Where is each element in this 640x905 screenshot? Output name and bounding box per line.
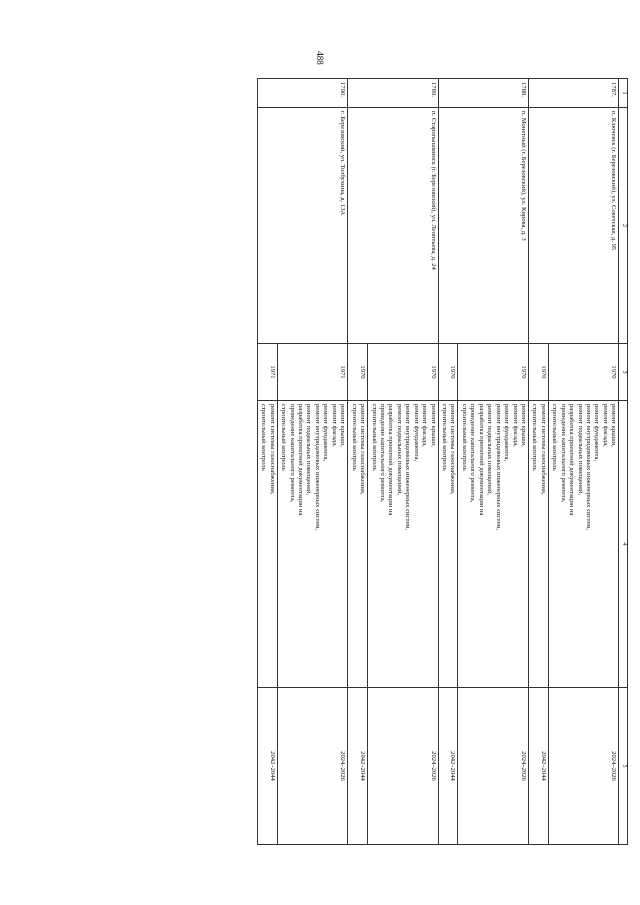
work-item: ремонт фундамента, xyxy=(322,404,330,462)
header-cell: 5 xyxy=(619,688,628,845)
work-item: ремонт системы газоснабжения, xyxy=(359,404,367,495)
header-cell: 4 xyxy=(619,401,628,688)
row-number-cell: 1790. xyxy=(257,79,347,108)
works-cell xyxy=(528,401,548,688)
works-cell xyxy=(438,401,458,688)
work-item: ремонт системы газоснабжения, xyxy=(449,404,457,495)
work-item: разработка проектной документации на xyxy=(568,404,576,516)
work-item: ремонт крыши, xyxy=(519,404,527,447)
work-item: ремонт фундамента, xyxy=(503,404,511,462)
period-cell: 2024–2026 xyxy=(458,688,529,845)
work-item: ремонт фасада, xyxy=(511,404,519,447)
period-cell: 2042–2044 xyxy=(528,688,548,845)
header-cell: 1 xyxy=(619,79,628,108)
work-item: ремонт фундамента, xyxy=(412,404,420,462)
work-item: ремонт внутридомовых инженерных систем, xyxy=(404,404,412,531)
row-number-cell: 1789. xyxy=(348,79,438,108)
table-row xyxy=(548,79,619,845)
work-item: разработка проектной документации на xyxy=(387,404,395,516)
works-cell xyxy=(257,401,277,688)
work-item: ремонт фундамента, xyxy=(593,404,601,462)
header-cell: 3 xyxy=(619,344,628,401)
period-cell: 2042–2044 xyxy=(438,688,458,845)
rotated-table-container xyxy=(84,78,628,844)
period-cell: 2024–2026 xyxy=(368,688,439,845)
work-item: ремонт подвальных помещений, xyxy=(486,404,494,495)
work-item: ремонт системы газоснабжения, xyxy=(268,404,276,495)
work-item: ремонт подвальных помещений, xyxy=(305,404,313,495)
work-item: разработка проектной документации на xyxy=(297,404,305,516)
work-item: проведение капитального ремонта, xyxy=(378,404,386,503)
year-cell: 1970 xyxy=(438,344,458,401)
works-cell xyxy=(458,401,529,688)
work-item: строительный контроль xyxy=(280,404,288,471)
work-item: ремонт крыши, xyxy=(339,404,347,447)
work-item: ремонт системы газоснабжения, xyxy=(539,404,547,495)
work-item: строительный контроль xyxy=(441,404,449,471)
work-item: строительный контроль xyxy=(460,404,468,471)
work-item: ремонт внутридомовых инженерных систем, xyxy=(585,404,593,531)
work-item: ремонт фасада, xyxy=(330,404,338,447)
table-body xyxy=(257,79,619,845)
works-cell xyxy=(368,401,439,688)
year-cell: 1970 xyxy=(548,344,619,401)
works-cell xyxy=(277,401,348,688)
work-item: ремонт внутридомовых инженерных систем, xyxy=(313,404,321,531)
work-item: строительный контроль xyxy=(350,404,358,471)
works-cell xyxy=(348,401,368,688)
address-cell: п. Старопышминск (г. Березовский), ул. Леонтьева, д. 24 xyxy=(348,108,438,344)
row-number-cell: 1787. xyxy=(528,79,618,108)
page-number: 488 xyxy=(315,51,325,65)
work-item: ремонт крыши, xyxy=(610,404,618,447)
table-row xyxy=(368,79,439,845)
address-cell: г. Березовский, ул. Толбухина, д. 13А xyxy=(257,108,347,344)
work-item: ремонт фасада, xyxy=(601,404,609,447)
work-item: разработка проектной документации на xyxy=(477,404,485,516)
address-cell: п. Монетный (г. Березовский), ул. Кирова, д. 3 xyxy=(438,108,528,344)
work-item: ремонт фасада, xyxy=(421,404,429,447)
period-cell: 2024–2026 xyxy=(277,688,348,845)
table-row xyxy=(458,79,529,845)
works-cell xyxy=(548,401,619,688)
period-cell: 2042–2044 xyxy=(348,688,368,845)
period-cell: 2042–2044 xyxy=(257,688,277,845)
work-item: строительный контроль xyxy=(370,404,378,471)
work-item: ремонт внутридомовых инженерных систем, xyxy=(494,404,502,531)
repair-schedule-table xyxy=(257,78,628,845)
work-item: ремонт крыши, xyxy=(429,404,437,447)
header-row xyxy=(619,79,628,845)
year-cell: 1970 xyxy=(528,344,548,401)
year-cell: 1971 xyxy=(257,344,277,401)
work-item: проведение капитального ремонта, xyxy=(469,404,477,503)
work-item: ремонт подвальных помещений, xyxy=(576,404,584,495)
header-cell: 2 xyxy=(619,108,628,344)
work-item: строительный контроль xyxy=(260,404,268,471)
year-cell: 1970 xyxy=(368,344,439,401)
work-item: проведение капитального ремонта, xyxy=(288,404,296,503)
period-cell: 2024–2026 xyxy=(548,688,619,845)
year-cell: 1970 xyxy=(348,344,368,401)
work-item: строительный контроль xyxy=(531,404,539,471)
work-item: строительный контроль xyxy=(551,404,559,471)
work-item: ремонт подвальных помещений, xyxy=(395,404,403,495)
table-row xyxy=(277,79,348,845)
year-cell: 1971 xyxy=(277,344,348,401)
row-number-cell: 1788. xyxy=(438,79,528,108)
work-item: проведение капитального ремонта, xyxy=(559,404,567,503)
address-cell: п. Ключевск (г. Березовский), ул. Советская, д. 95 xyxy=(528,108,618,344)
year-cell: 1970 xyxy=(458,344,529,401)
